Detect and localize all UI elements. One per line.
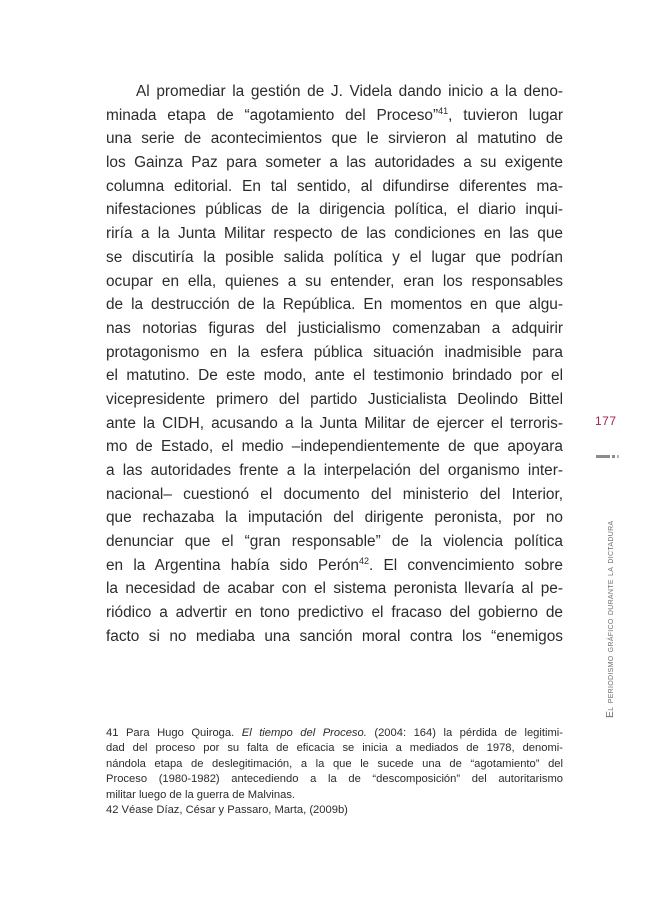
- footnote-ref-42[interactable]: 42: [358, 555, 369, 566]
- footnote-41-line: dad del proceso por su falta de eficacia se inicia a mediados de 1978, denomi-: [106, 742, 563, 755]
- text-line: [106, 104, 563, 128]
- text-line: riría a la Junta Militar respecto de las condiciones en las que: [106, 225, 563, 243]
- text-line: una serie de acontecimientos que le sirvieron al matutino de: [106, 130, 563, 148]
- text-line: que rechazaba la imputación del dirigente peronista, por no: [106, 509, 563, 527]
- text-line: nifestaciones públicas de la dirigencia política, el diario inqui-: [106, 201, 563, 219]
- text-line: ante la CIDH, acusando a la Junta Militar de ejercer el terroris-: [106, 414, 563, 432]
- rule-segment: [612, 455, 615, 458]
- footnote-number-text: 41 Para Hugo Quiroga.: [106, 727, 242, 739]
- footnote-41-line: nándola etapa de deslegitimación, a la que le sucede una de “agotamiento” del: [106, 757, 563, 770]
- text-line: de la destrucción de la República. En momentos en que algu-: [106, 296, 563, 314]
- text-line: denunciar que el “gran responsable” de la violencia política: [106, 533, 563, 551]
- footnotes: [106, 726, 563, 818]
- body-paragraph: [106, 80, 563, 649]
- running-head: El periodismo gráfico durante la dictadura: [604, 520, 616, 718]
- text-line: facto si no mediaba una sanción moral contra los “enemigos: [106, 627, 563, 645]
- text-segment: . El convencimiento sobre: [368, 556, 563, 574]
- text-line: el matutino. De este modo, ante el testimonio brindado por el: [106, 367, 563, 385]
- page-number: 177: [595, 414, 617, 428]
- text-segment: en la Argentina había sido Perón: [106, 556, 359, 574]
- text-line: vicepresidente primero del partido Justicialista Deolindo Bittel: [106, 390, 563, 408]
- text-line: protagonismo en la esfera pública situación inadmisible para: [106, 343, 563, 361]
- text-line: [106, 554, 563, 578]
- text-line: riódico a advertir en tono predictivo el fracaso del gobierno de: [106, 604, 563, 622]
- text-line: columna editorial. En tal sentido, al difundirse diferentes ma-: [106, 177, 563, 195]
- footnote-text: (2004: 164) la pérdida de legitimi-: [366, 727, 563, 739]
- text-line: Al promediar la gestión de J. Videla dando inicio a la deno-: [136, 83, 563, 100]
- text-line: los Gainza Paz para someter a las autoridades a su exigente: [106, 154, 563, 172]
- rule-segment: [596, 455, 610, 458]
- text-line: la necesidad de acabar con el sistema peronista llevaría al pe-: [106, 580, 563, 598]
- text-segment: minada etapa de “agotamiento del Proceso”: [106, 106, 439, 124]
- footnote-41-line: militar luego de la guerra de Malvinas.: [106, 788, 296, 801]
- rule-segment: [617, 455, 619, 458]
- text-line: mo de Estado, el medio –independientemente de que apoyara: [106, 438, 563, 456]
- footnote-ref-41[interactable]: 41: [438, 105, 449, 116]
- footnote-42: 42 Véase Díaz, César y Passaro, Marta, (2009b): [106, 803, 348, 816]
- footnote-41-line: [106, 726, 563, 741]
- text-segment: , tuvieron lugar: [448, 106, 563, 124]
- text-line: nas notorias figuras del justicialismo comenzaban a adquirir: [106, 319, 563, 337]
- text-line: se discutiría la posible salida política y el lugar que podrían: [106, 248, 563, 266]
- text-line: ocupar en ella, quienes a su entender, eran los responsables: [106, 272, 563, 290]
- text-line: a las autoridades frente a la interpelación del organismo inter-: [106, 462, 563, 479]
- margin-rule: [596, 455, 619, 458]
- footnote-book-title: El tiempo del Proceso.: [241, 727, 367, 739]
- text-line: nacional– cuestionó el documento del ministerio del Interior,: [106, 485, 563, 503]
- footnote-41-line: Proceso (1980-1982) antecediendo a la de “descomposición” del autoritarismo: [106, 773, 563, 786]
